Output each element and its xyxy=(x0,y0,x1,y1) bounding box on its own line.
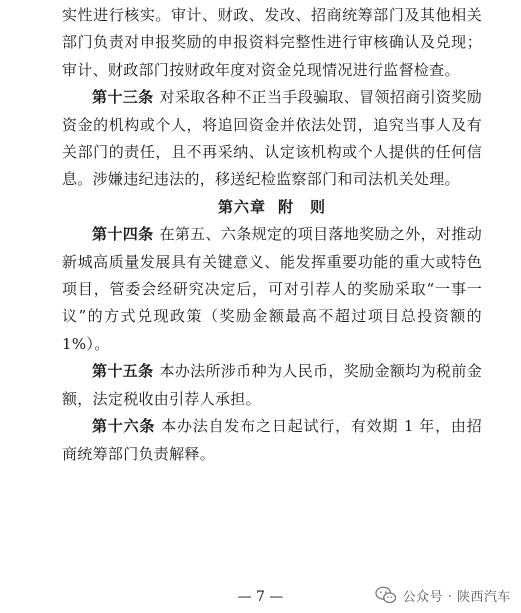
wechat-icon xyxy=(375,585,397,605)
intro-paragraph: 实性进行核实。审计、财政、发改、招商统筹部门及其他相关部门负责对申报奖励的申报资料完整性进行审核确认及兑现；审计、财政部门按财政年度对资金兑现情况进行监督检查。 xyxy=(62,6,482,79)
document-page xyxy=(62,2,482,468)
source-watermark[interactable] xyxy=(375,585,511,605)
page-number: — 7 — xyxy=(237,589,284,605)
article-13 xyxy=(62,84,482,194)
source-label: 公众号 · 陕西汽车 xyxy=(402,589,511,605)
article-16 xyxy=(62,413,482,468)
chapter-title: 附 则 xyxy=(278,197,327,216)
article-text: 本办法自发布之日起试行，有效期 1 年，由招商统筹部门负责解释。 xyxy=(62,417,482,463)
chapter-number: 第六章 xyxy=(217,197,266,216)
article-text: 在第五、六条规定的项目落地奖励之外，对推动新城高质量发展具有关键意义、能发挥重要功能的重大或特色项目，管委会经研究决定后，可对引荐人的奖励采取“一事一议”的方式兑现政策（奖励金额最高不超过项目总投资额的 1%）。 xyxy=(62,225,482,353)
article-text: 对采取各种不正当手段骗取、冒领招商引资奖励资金的机构或个人，将追回资金并依法处罚，追究当事人及有关部门的责任，且不再采纳、认定该机构或个人提供的任何信息。涉嫌违纪违法的，移送纪检监察部门和司法机关处理。 xyxy=(62,88,482,189)
article-label: 第十三条 xyxy=(92,88,154,107)
article-label: 第十六条 xyxy=(92,417,156,436)
article-label: 第十四条 xyxy=(92,225,154,244)
article-text: 本办法所涉币种为人民币，奖励金额均为税前金额，法定税收由引荐人承担。 xyxy=(62,362,482,408)
article-14 xyxy=(62,221,482,358)
article-15 xyxy=(62,358,482,413)
chapter-heading xyxy=(62,194,482,221)
article-label: 第十五条 xyxy=(92,362,154,381)
